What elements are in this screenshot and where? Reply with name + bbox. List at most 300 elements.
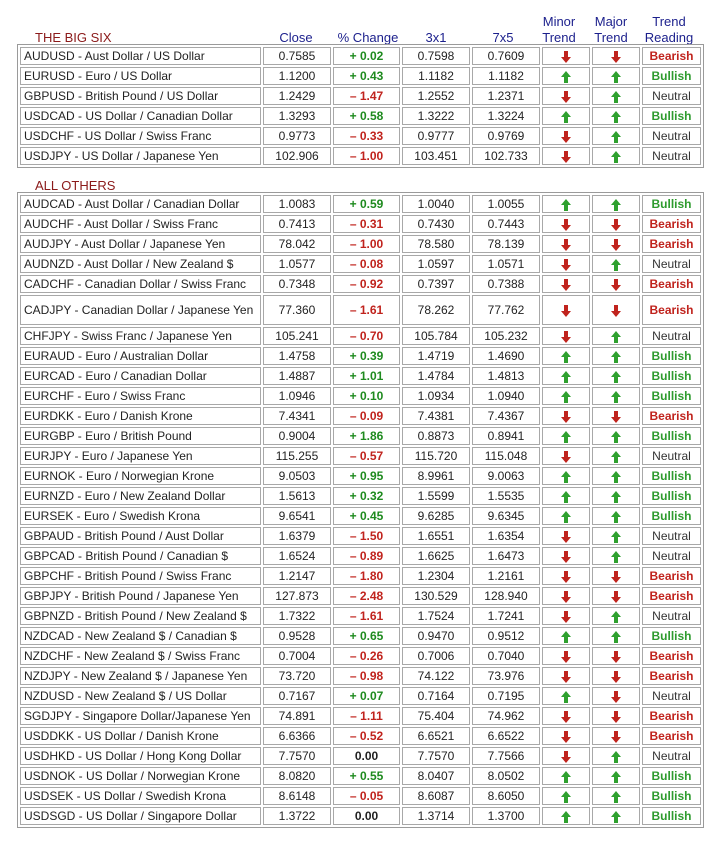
pair-name-cell: CADCHF - Canadian Dollar / Swiss Franc: [20, 275, 261, 293]
close-cell: 115.255: [263, 447, 331, 465]
avg-7x5-cell: 0.7040: [472, 647, 540, 665]
trend-reading-label: Bullish: [651, 629, 692, 643]
table-row: [20, 275, 701, 293]
up-arrow-icon: [561, 371, 571, 383]
table-row: [20, 195, 701, 213]
minor-trend-cell: [542, 195, 590, 213]
pair-name-cell: USDSEK - US Dollar / Swedish Krona: [20, 787, 261, 805]
avg-7x5-cell: 0.8941: [472, 427, 540, 445]
major-trend-cell: [592, 627, 640, 645]
up-arrow-icon: [611, 151, 621, 163]
percent-change-cell: – 1.00: [333, 147, 400, 165]
avg-3x1-cell: 1.2552: [402, 87, 470, 105]
avg-7x5-cell: 6.6522: [472, 727, 540, 745]
major-trend-cell: [592, 707, 640, 725]
major-trend-cell: [592, 507, 640, 525]
major-trend-cell: [592, 215, 640, 233]
close-cell: 9.6541: [263, 507, 331, 525]
pair-name-cell: USDJPY - US Dollar / Japanese Yen: [20, 147, 261, 165]
close-cell: 0.7167: [263, 687, 331, 705]
pair-name-cell: EURNOK - Euro / Norwegian Krone: [20, 467, 261, 485]
close-cell: 0.7348: [263, 275, 331, 293]
down-arrow-icon: [611, 279, 621, 291]
avg-7x5-cell: 7.4367: [472, 407, 540, 425]
table-row: [20, 607, 701, 625]
pair-name-cell: SGDJPY - Singapore Dollar/Japanese Yen: [20, 707, 261, 725]
avg-3x1-cell: 1.3222: [402, 107, 470, 125]
col-header-change: % Change: [337, 30, 399, 45]
trend-reading-label: Bullish: [651, 389, 692, 403]
minor-trend-cell: [542, 347, 590, 365]
big-six-table: [17, 44, 704, 168]
close-cell: 7.7570: [263, 747, 331, 765]
trend-reading-label: Bullish: [651, 789, 692, 803]
trend-reading-label: Bullish: [651, 349, 692, 363]
pair-name-cell: EURUSD - Euro / US Dollar: [20, 67, 261, 85]
trend-reading-label: Bearish: [649, 303, 694, 317]
col-header-3x1: 3x1: [425, 30, 447, 45]
table-row: [20, 327, 701, 345]
pair-name-cell: AUDCAD - Aust Dollar / Canadian Dollar: [20, 195, 261, 213]
close-cell: 73.720: [263, 667, 331, 685]
minor-trend-cell: [542, 467, 590, 485]
major-trend-cell: [592, 787, 640, 805]
table-row: [20, 87, 701, 105]
minor-trend-cell: [542, 275, 590, 293]
table-row: [20, 127, 701, 145]
pair-name-cell: GBPNZD - British Pound / New Zealand $: [20, 607, 261, 625]
close-cell: 1.2147: [263, 567, 331, 585]
close-cell: 127.873: [263, 587, 331, 605]
trend-reading-label: Neutral: [652, 749, 691, 763]
close-cell: 105.241: [263, 327, 331, 345]
avg-3x1-cell: 1.0597: [402, 255, 470, 273]
trend-reading-cell: [642, 67, 701, 85]
up-arrow-icon: [611, 531, 621, 543]
avg-7x5-cell: 77.762: [472, 295, 540, 325]
avg-7x5-cell: 102.733: [472, 147, 540, 165]
percent-change-cell: + 0.95: [333, 467, 400, 485]
pair-name-cell: USDSGD - US Dollar / Singapore Dollar: [20, 807, 261, 825]
major-trend-cell: [592, 747, 640, 765]
percent-change-cell: – 1.61: [333, 295, 400, 325]
trend-reading-label: Bearish: [649, 237, 694, 251]
trend-reading-cell: [642, 295, 701, 325]
down-arrow-icon: [561, 591, 571, 603]
down-arrow-icon: [611, 711, 621, 723]
avg-3x1-cell: 0.9777: [402, 127, 470, 145]
avg-7x5-cell: 9.0063: [472, 467, 540, 485]
minor-trend-cell: [542, 807, 590, 825]
percent-change-cell: – 0.92: [333, 275, 400, 293]
percent-change-cell: + 0.58: [333, 107, 400, 125]
down-arrow-icon: [561, 331, 571, 343]
down-arrow-icon: [561, 531, 571, 543]
major-trend-cell: [592, 147, 640, 165]
table-row: [20, 387, 701, 405]
close-cell: 7.4341: [263, 407, 331, 425]
avg-7x5-cell: 0.9769: [472, 127, 540, 145]
down-arrow-icon: [561, 51, 571, 63]
major-trend-cell: [592, 67, 640, 85]
avg-3x1-cell: 1.0040: [402, 195, 470, 213]
trend-reading-label: Bullish: [651, 369, 692, 383]
up-arrow-icon: [611, 491, 621, 503]
close-cell: 8.6148: [263, 787, 331, 805]
avg-7x5-cell: 73.976: [472, 667, 540, 685]
avg-3x1-cell: 1.4784: [402, 367, 470, 385]
table-row: [20, 147, 701, 165]
avg-7x5-cell: 1.6473: [472, 547, 540, 565]
up-arrow-icon: [561, 111, 571, 123]
trend-reading-cell: [642, 255, 701, 273]
table-row: [20, 747, 701, 765]
up-arrow-icon: [561, 199, 571, 211]
close-cell: 0.9773: [263, 127, 331, 145]
major-trend-cell: [592, 767, 640, 785]
avg-3x1-cell: 0.7598: [402, 47, 470, 65]
trend-reading-label: Neutral: [652, 329, 691, 343]
close-cell: 0.7413: [263, 215, 331, 233]
trend-reading-cell: [642, 427, 701, 445]
close-cell: 9.0503: [263, 467, 331, 485]
up-arrow-icon: [611, 331, 621, 343]
minor-trend-cell: [542, 767, 590, 785]
avg-7x5-cell: 1.7241: [472, 607, 540, 625]
pair-name-cell: GBPUSD - British Pound / US Dollar: [20, 87, 261, 105]
pair-name-cell: EURAUD - Euro / Australian Dollar: [20, 347, 261, 365]
down-arrow-icon: [561, 259, 571, 271]
up-arrow-icon: [611, 131, 621, 143]
major-trend-cell: [592, 587, 640, 605]
trend-reading-cell: [642, 127, 701, 145]
major-trend-cell: [592, 127, 640, 145]
minor-trend-cell: [542, 387, 590, 405]
trend-reading-label: Bearish: [649, 709, 694, 723]
trend-reading-label: Bullish: [651, 509, 692, 523]
major-trend-cell: [592, 107, 640, 125]
trend-reading-cell: [642, 195, 701, 213]
percent-change-cell: – 0.05: [333, 787, 400, 805]
up-arrow-icon: [611, 611, 621, 623]
avg-7x5-cell: 128.940: [472, 587, 540, 605]
minor-trend-cell: [542, 427, 590, 445]
percent-change-cell: + 1.01: [333, 367, 400, 385]
percent-change-cell: + 0.59: [333, 195, 400, 213]
minor-trend-cell: [542, 147, 590, 165]
table-row: [20, 255, 701, 273]
pair-name-cell: GBPCAD - British Pound / Canadian $: [20, 547, 261, 565]
down-arrow-icon: [611, 691, 621, 703]
minor-trend-cell: [542, 567, 590, 585]
down-arrow-icon: [611, 51, 621, 63]
down-arrow-icon: [611, 305, 621, 317]
trend-reading-cell: [642, 807, 701, 825]
avg-3x1-cell: 1.0934: [402, 387, 470, 405]
pair-name-cell: USDHKD - US Dollar / Hong Kong Dollar: [20, 747, 261, 765]
percent-change-cell: – 0.52: [333, 727, 400, 745]
avg-3x1-cell: 8.9961: [402, 467, 470, 485]
avg-3x1-cell: 8.0407: [402, 767, 470, 785]
percent-change-cell: – 1.80: [333, 567, 400, 585]
trend-reading-label: Bearish: [649, 277, 694, 291]
up-arrow-icon: [611, 631, 621, 643]
percent-change-cell: – 0.98: [333, 667, 400, 685]
avg-3x1-cell: 1.6551: [402, 527, 470, 545]
minor-trend-cell: [542, 667, 590, 685]
trend-reading-cell: [642, 87, 701, 105]
percent-change-cell: + 0.45: [333, 507, 400, 525]
up-arrow-icon: [611, 91, 621, 103]
avg-7x5-cell: 8.0502: [472, 767, 540, 785]
trend-reading-cell: [642, 667, 701, 685]
trend-reading-label: Bullish: [651, 769, 692, 783]
pair-name-cell: CADJPY - Canadian Dollar / Japanese Yen: [20, 295, 261, 325]
trend-reading-label: Bullish: [651, 469, 692, 483]
avg-3x1-cell: 78.580: [402, 235, 470, 253]
minor-trend-cell: [542, 447, 590, 465]
minor-trend-cell: [542, 107, 590, 125]
section-title-all-others: ALL OTHERS: [35, 178, 116, 193]
percent-change-cell: – 0.08: [333, 255, 400, 273]
avg-7x5-cell: 1.0571: [472, 255, 540, 273]
up-arrow-icon: [611, 771, 621, 783]
pair-name-cell: AUDJPY - Aust Dollar / Japanese Yen: [20, 235, 261, 253]
table-row: [20, 215, 701, 233]
avg-7x5-cell: 0.7195: [472, 687, 540, 705]
minor-trend-cell: [542, 215, 590, 233]
trend-reading-cell: [642, 367, 701, 385]
section-title-big-six: THE BIG SIX: [35, 30, 112, 45]
trend-reading-cell: [642, 47, 701, 65]
down-arrow-icon: [561, 571, 571, 583]
percent-change-cell: + 0.07: [333, 687, 400, 705]
up-arrow-icon: [611, 71, 621, 83]
avg-7x5-cell: 1.2161: [472, 567, 540, 585]
avg-3x1-cell: 1.3714: [402, 807, 470, 825]
table-row: [20, 787, 701, 805]
major-trend-cell: [592, 47, 640, 65]
close-cell: 0.7004: [263, 647, 331, 665]
trend-reading-cell: [642, 707, 701, 725]
minor-trend-cell: [542, 707, 590, 725]
table-row: [20, 687, 701, 705]
pair-name-cell: NZDCAD - New Zealand $ / Canadian $: [20, 627, 261, 645]
pair-name-cell: NZDUSD - New Zealand $ / US Dollar: [20, 687, 261, 705]
up-arrow-icon: [611, 471, 621, 483]
percent-change-cell: – 0.31: [333, 215, 400, 233]
up-arrow-icon: [561, 791, 571, 803]
percent-change-cell: 0.00: [333, 807, 400, 825]
up-arrow-icon: [611, 551, 621, 563]
trend-reading-label: Bearish: [649, 649, 694, 663]
col-header-trend-reading: Trend Reading: [644, 14, 694, 45]
percent-change-cell: – 0.89: [333, 547, 400, 565]
minor-trend-cell: [542, 647, 590, 665]
col-header-major-trend: Major Trend: [594, 14, 628, 45]
major-trend-cell: [592, 367, 640, 385]
percent-change-cell: 0.00: [333, 747, 400, 765]
minor-trend-cell: [542, 507, 590, 525]
pair-name-cell: USDNOK - US Dollar / Norwegian Krone: [20, 767, 261, 785]
avg-3x1-cell: 0.9470: [402, 627, 470, 645]
trend-reading-label: Neutral: [652, 529, 691, 543]
trend-reading-cell: [642, 527, 701, 545]
major-trend-cell: [592, 727, 640, 745]
percent-change-cell: – 1.61: [333, 607, 400, 625]
avg-7x5-cell: 1.6354: [472, 527, 540, 545]
pair-name-cell: GBPCHF - British Pound / Swiss Franc: [20, 567, 261, 585]
trend-reading-label: Bearish: [649, 217, 694, 231]
close-cell: 77.360: [263, 295, 331, 325]
minor-trend-cell: [542, 527, 590, 545]
trend-reading-cell: [642, 347, 701, 365]
pair-name-cell: USDCAD - US Dollar / Canadian Dollar: [20, 107, 261, 125]
minor-trend-cell: [542, 47, 590, 65]
close-cell: 6.6366: [263, 727, 331, 745]
down-arrow-icon: [561, 219, 571, 231]
table-row: [20, 487, 701, 505]
percent-change-cell: + 0.55: [333, 767, 400, 785]
pair-name-cell: AUDNZD - Aust Dollar / New Zealand $: [20, 255, 261, 273]
avg-7x5-cell: 1.4690: [472, 347, 540, 365]
major-trend-cell: [592, 487, 640, 505]
major-trend-cell: [592, 547, 640, 565]
percent-change-cell: – 0.57: [333, 447, 400, 465]
down-arrow-icon: [561, 305, 571, 317]
trend-reading-label: Bullish: [651, 109, 692, 123]
percent-change-cell: – 0.09: [333, 407, 400, 425]
up-arrow-icon: [611, 259, 621, 271]
major-trend-cell: [592, 87, 640, 105]
trend-reading-label: Neutral: [652, 609, 691, 623]
minor-trend-cell: [542, 547, 590, 565]
table-row: [20, 107, 701, 125]
avg-3x1-cell: 74.122: [402, 667, 470, 685]
down-arrow-icon: [611, 651, 621, 663]
trend-reading-label: Neutral: [652, 449, 691, 463]
close-cell: 1.0946: [263, 387, 331, 405]
major-trend-cell: [592, 327, 640, 345]
close-cell: 1.3293: [263, 107, 331, 125]
avg-7x5-cell: 0.7609: [472, 47, 540, 65]
trend-reading-label: Bullish: [651, 809, 692, 823]
down-arrow-icon: [611, 411, 621, 423]
down-arrow-icon: [611, 731, 621, 743]
close-cell: 0.7585: [263, 47, 331, 65]
pair-name-cell: EURJPY - Euro / Japanese Yen: [20, 447, 261, 465]
major-trend-cell: [592, 447, 640, 465]
table-row: [20, 767, 701, 785]
down-arrow-icon: [561, 651, 571, 663]
up-arrow-icon: [611, 111, 621, 123]
avg-7x5-cell: 1.3224: [472, 107, 540, 125]
down-arrow-icon: [561, 751, 571, 763]
up-arrow-icon: [611, 451, 621, 463]
minor-trend-cell: [542, 235, 590, 253]
percent-change-cell: – 1.47: [333, 87, 400, 105]
table-row: [20, 47, 701, 65]
down-arrow-icon: [561, 239, 571, 251]
trend-reading-cell: [642, 387, 701, 405]
trend-reading-cell: [642, 487, 701, 505]
table-row: [20, 707, 701, 725]
up-arrow-icon: [561, 631, 571, 643]
table-row: [20, 467, 701, 485]
avg-3x1-cell: 0.7164: [402, 687, 470, 705]
down-arrow-icon: [611, 219, 621, 231]
trend-reading-cell: [642, 507, 701, 525]
trend-reading-label: Neutral: [652, 549, 691, 563]
table-row: [20, 587, 701, 605]
avg-3x1-cell: 1.2304: [402, 567, 470, 585]
trend-reading-cell: [642, 447, 701, 465]
close-cell: 1.6524: [263, 547, 331, 565]
down-arrow-icon: [561, 91, 571, 103]
minor-trend-cell: [542, 327, 590, 345]
table-row: [20, 647, 701, 665]
up-arrow-icon: [611, 371, 621, 383]
trend-reading-cell: [642, 787, 701, 805]
close-cell: 1.0083: [263, 195, 331, 213]
table-row: [20, 567, 701, 585]
up-arrow-icon: [611, 351, 621, 363]
pair-name-cell: EURGBP - Euro / British Pound: [20, 427, 261, 445]
pair-name-cell: AUDUSD - Aust Dollar / US Dollar: [20, 47, 261, 65]
avg-3x1-cell: 1.6625: [402, 547, 470, 565]
avg-3x1-cell: 6.6521: [402, 727, 470, 745]
down-arrow-icon: [561, 611, 571, 623]
major-trend-cell: [592, 295, 640, 325]
avg-3x1-cell: 75.404: [402, 707, 470, 725]
percent-change-cell: – 1.11: [333, 707, 400, 725]
pair-name-cell: USDCHF - US Dollar / Swiss Franc: [20, 127, 261, 145]
minor-trend-cell: [542, 787, 590, 805]
up-arrow-icon: [561, 691, 571, 703]
col-header-minor-trend: Minor Trend: [542, 14, 576, 45]
minor-trend-cell: [542, 367, 590, 385]
up-arrow-icon: [611, 751, 621, 763]
up-arrow-icon: [611, 391, 621, 403]
avg-3x1-cell: 8.6087: [402, 787, 470, 805]
table-row: [20, 235, 701, 253]
percent-change-cell: – 1.50: [333, 527, 400, 545]
avg-3x1-cell: 9.6285: [402, 507, 470, 525]
avg-3x1-cell: 130.529: [402, 587, 470, 605]
avg-3x1-cell: 0.8873: [402, 427, 470, 445]
down-arrow-icon: [561, 131, 571, 143]
pair-name-cell: GBPJPY - British Pound / Japanese Yen: [20, 587, 261, 605]
avg-7x5-cell: 105.232: [472, 327, 540, 345]
close-cell: 1.4758: [263, 347, 331, 365]
percent-change-cell: + 0.10: [333, 387, 400, 405]
table-row: [20, 527, 701, 545]
down-arrow-icon: [561, 551, 571, 563]
up-arrow-icon: [561, 351, 571, 363]
down-arrow-icon: [611, 571, 621, 583]
minor-trend-cell: [542, 727, 590, 745]
table-row: [20, 67, 701, 85]
down-arrow-icon: [561, 451, 571, 463]
trend-reading-cell: [642, 567, 701, 585]
trend-reading-label: Bearish: [649, 669, 694, 683]
down-arrow-icon: [561, 711, 571, 723]
close-cell: 1.1200: [263, 67, 331, 85]
trend-reading-label: Bearish: [649, 569, 694, 583]
pair-name-cell: EURCHF - Euro / Swiss Franc: [20, 387, 261, 405]
avg-7x5-cell: 74.962: [472, 707, 540, 725]
table-row: [20, 627, 701, 645]
